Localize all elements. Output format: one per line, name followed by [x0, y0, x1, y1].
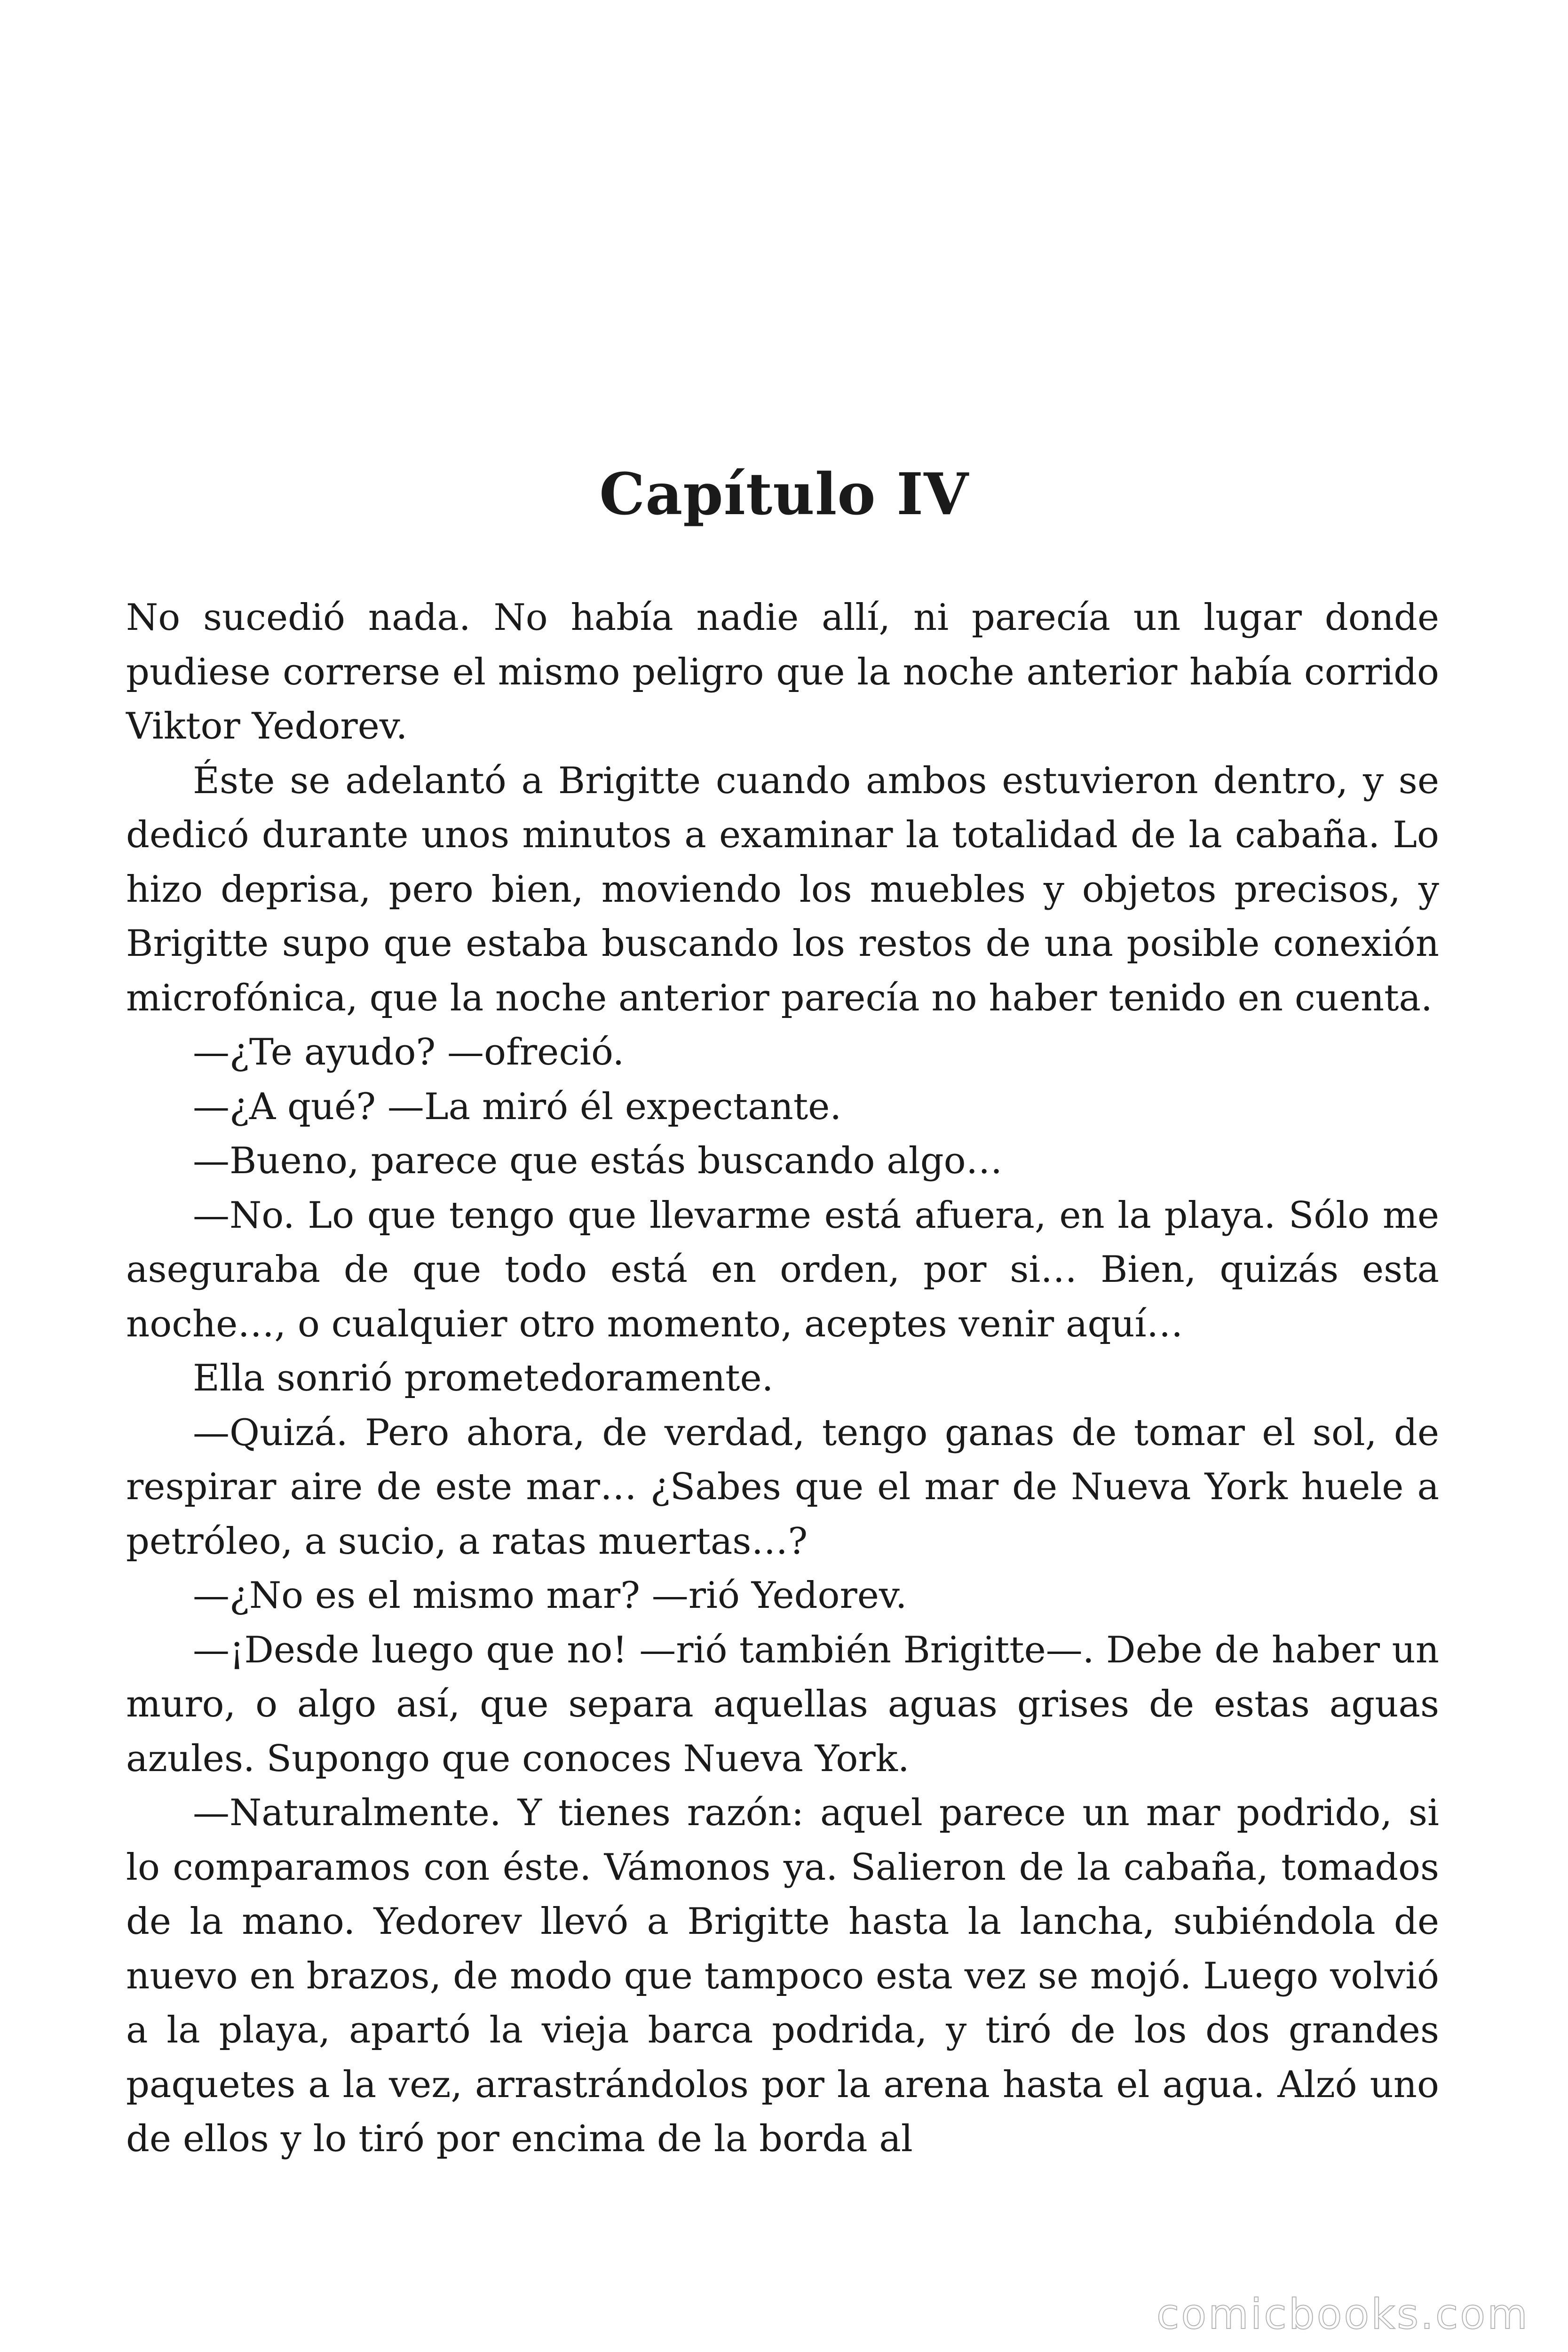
paragraph: Éste se adelantó a Brigitte cuando ambos estuvieron dentro, y se dedicó durante unos minutos a examinar la totalidad de la cabaña. Lo hizo deprisa, pero bien, moviendo los muebles y objetos precisos, y Brigitte supo que estaba buscando los restos de una posible conexión microfónica, que la noche anterior parecía no haber tenido en cuenta. — [126, 759, 1439, 1019]
dialogue-line: —¡Desde luego que no! —rió también Brigitte—. Debe de haber un muro, o algo así, que separa aquellas aguas grises de estas aguas azules. Supongo que conoces Nueva York. — [126, 1629, 1439, 1780]
chapter-body — [126, 591, 1439, 2167]
paragraph: No sucedió nada. No había nadie allí, ni parecía un lugar donde pudiese correrse el mismo peligro que la noche anterior había corrido Viktor Yedorev. — [126, 596, 1439, 747]
paragraph: Ella sonrió prometedoramente. — [193, 1357, 774, 1399]
dialogue-line: —Quizá. Pero ahora, de verdad, tengo ganas de tomar el sol, de respirar aire de este mar… ¿Sabes que el mar de Nueva York huele a petróleo, a sucio, a ratas muertas…? — [126, 1411, 1439, 1563]
dialogue-line: —No. Lo que tengo que llevarme está afuera, en la playa. Sólo me aseguraba de que todo está en orden, por si… Bien, quizás esta noche…, o cualquier otro momento, aceptes venir aquí… — [126, 1194, 1439, 1345]
dialogue-line: —¿No es el mismo mar? —rió Yedorev. — [193, 1574, 907, 1617]
dialogue-line: —Bueno, parece que estás buscando algo… — [193, 1140, 1003, 1182]
dialogue-line: —¿A qué? —La miró él expectante. — [193, 1085, 842, 1128]
watermark: comicbooks.com — [1156, 2290, 1529, 2338]
dialogue-line: —Naturalmente. Y tienes razón: aquel parece un mar podrido, si lo comparamos con éste. Vámonos ya. Salieron de la cabaña, tomados de la mano. Yedorev llevó a Brigitte hasta la lancha, subiéndola de nuevo en brazos, de modo que tampoco esta vez se mojó. Luego volvió a la playa, apartó la vieja barca podrida, y tiró de los dos grandes paquetes a la vez, arrastrándolos por la arena hasta el agua. Alzó uno de ellos y lo tiró por encima de la borda al — [126, 1792, 1439, 2160]
chapter-title: Capítulo IV — [599, 460, 969, 528]
dialogue-line: —¿Te ayudo? —ofreció. — [193, 1031, 625, 1073]
